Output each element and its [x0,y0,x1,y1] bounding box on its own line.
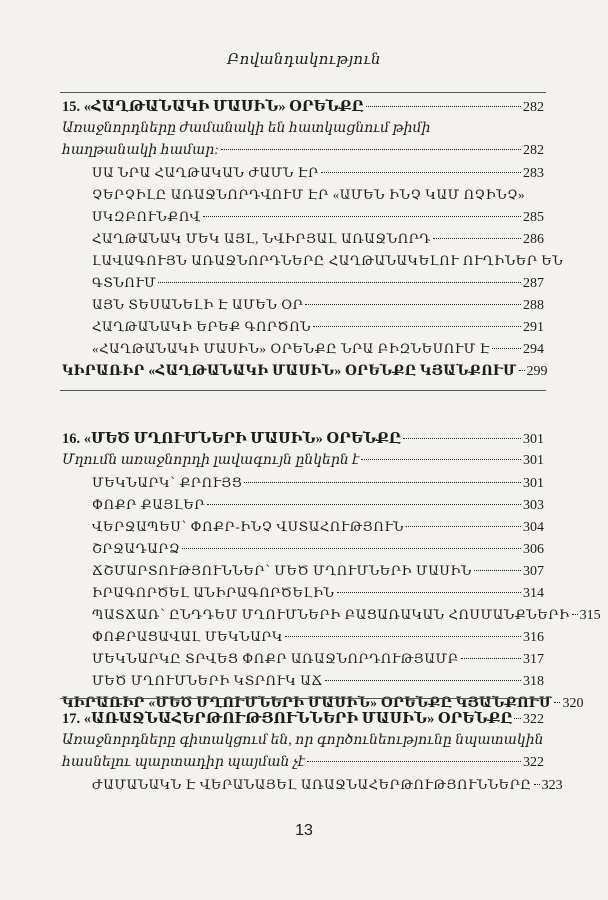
leader-dots [325,680,521,681]
toc-entry[interactable]: ՇՐՋԱԴԱՐՁ 306 [62,538,544,560]
apply-law-entry[interactable]: ԿԻՐԱՌԻՐ «ՀԱՂԹԱՆԱԿԻ ՄԱՍԻՆ» ՕՐԵՆՔԸ ԿՅԱՆՔՈՒՄ 299 [62,360,544,382]
leader-dots [461,658,521,659]
page-ref: 286 [523,232,544,247]
page-ref: 301 [523,476,544,491]
page-ref: 299 [526,364,548,379]
page-ref: 322 [523,755,544,770]
leader-dots [474,570,521,571]
section-divider [60,390,546,391]
page-ref: 285 [523,210,544,225]
leader-dots [337,592,521,593]
page-ref: 294 [523,342,544,357]
leader-dots [285,636,521,637]
page-header: Բովանդակություն [227,52,381,68]
page-ref: 301 [523,432,544,447]
page-ref: 314 [523,586,544,601]
leader-dots [203,216,521,217]
section-divider [60,92,546,93]
leader-dots [182,548,521,549]
leader-dots [406,526,521,527]
chapter-intro[interactable]: Առաջնորդները գիտակցում են, որ գործունեությունը նպատակին [62,733,544,748]
toc-entry[interactable]: ԺԱՄԱՆԱԿՆ Է ՎԵՐԱՆԱՅԵԼ ԱՌԱՋՆԱՀԵՐԹՈՒԹՅՈՒՆՆԵՐԸ 323 [62,774,544,796]
chapter-intro[interactable]: Առաջնորդները ժամանակի են հատկացնում թիմի [62,121,431,136]
toc-entry[interactable]: ՉԵՐՉԻԼԸ ԱՌԱՋՆՈՐԴՎՈՒՄ ԷՐ «ԱՄԵՆ ԻՆՉ ԿԱՄ ՈՉԻՆՉ» [92,187,526,202]
toc-entry[interactable]: «ՀԱՂԹԱՆԱԿԻ ՄԱՍԻՆ» ՕՐԵՆՔԸ ՆՐԱ ԲԻԶՆԵՍՈՒՄ Է 294 [62,338,544,360]
page-ref: 306 [523,542,544,557]
leader-dots [514,718,521,719]
apply-law-entry[interactable]: ԿԻՐԱՌԻՐ «ՄԵԾ ՄՂՈՒՄՆԵՐԻ ՄԱՍԻՆ» ՕՐԵՆՔԸ ԿՅԱՆՔՈՒՄ 320 [62,692,544,714]
leader-dots [321,172,521,173]
leader-dots [158,282,521,283]
page-ref: 315 [579,608,601,623]
toc-section-15 [62,96,564,382]
leader-dots [433,238,521,239]
page-ref: 304 [523,520,544,535]
page-ref: 282 [523,143,544,158]
page-ref: 288 [523,298,544,313]
toc-entry[interactable]: ՎԵՐՋԱՊԵՍ՝ ՓՈՔՐ-ԻՆՉ ՎՍՏԱՀՈՒԹՅՈՒՆ 304 [62,516,544,538]
leader-dots [519,370,525,371]
toc-entry[interactable]: ՓՈՔՐԱՑԱՎԱԼ ՄԵԿՆԱՐԿ 316 [62,626,544,648]
leader-dots [221,149,521,150]
toc-entry-cont[interactable]: ԳՏՆՈՒՄ 287 [62,272,544,294]
chapter-heading[interactable]: 15. «ՀԱՂԹԱՆԱԿԻ ՄԱՍԻՆ» ՕՐԵՆՔԸ 282 [62,96,544,118]
toc-entry[interactable]: ՓՈՔՐ ՔԱՅԼԵՐ 303 [62,494,544,516]
page-ref: 322 [523,712,544,727]
leader-dots [207,504,521,505]
chapter-heading[interactable]: 16. «ՄԵԾ ՄՂՈՒՄՆԵՐԻ ՄԱՍԻՆ» ՕՐԵՆՔԸ 301 [62,428,544,450]
leader-dots [572,614,578,615]
page-ref: 287 [523,276,544,291]
leader-dots [403,438,521,439]
toc-entry[interactable]: ՄԵԾ ՄՂՈՒՄՆԵՐԻ ԿՏՐՈՒԿ ԱՃ 318 [62,670,544,692]
toc-entry[interactable]: ՀԱՂԹԱՆԱԿԻ ԵՐԵՔ ԳՈՐԾՈՆ 291 [62,316,544,338]
toc-entry[interactable]: ՄԵԿՆԱՐԿ՝ ՔՐՈՒՅՑ 301 [62,472,544,494]
leader-dots [366,106,521,107]
chapter-intro-cont[interactable]: հասնելու պարտադիր պայման չէ 322 [62,752,544,774]
page-ref: 323 [541,778,563,793]
toc-entry-cont[interactable]: ՍԿԶԲՈՒՆՔՈՎ 285 [62,206,544,228]
toc-section-17 [62,708,563,796]
page-ref: 318 [523,674,544,689]
toc-entry[interactable]: ԻՐԱԳՈՐԾԵԼ ԱՆԻՐԱԳՈՐԾԵԼԻՆ 314 [62,582,544,604]
section-divider [60,698,546,699]
chapter-intro[interactable]: Մղումն առաջնորդի լավագույն ընկերն է 301 [62,450,544,472]
toc-entry[interactable]: ՊԱՏՃԱՌ՝ ԸՆԴԴԵՄ ՄՂՈՒՄՆԵՐԻ ԲԱՑԱՌԱԿԱՆ ՀՈՍՄԱՆՔՆԵՐԻ 315 [62,604,544,626]
page-ref: 283 [523,166,544,181]
page-ref: 282 [523,100,544,115]
toc-entry[interactable]: ՄԵԿՆԱՐԿԸ ՏՐՎԵՑ ՓՈՔՐ ԱՌԱՋՆՈՐԴՈՒԹՅԱՄԲ 317 [62,648,544,670]
leader-dots [361,459,521,460]
toc-entry[interactable]: ՀԱՂԹԱՆԱԿ ՄԵԿ ԱՅԼ, ՆՎԻՐՅԱԼ ԱՌԱՋՆՈՐԴ 286 [62,228,544,250]
toc-section-16 [62,428,601,714]
chapter-heading[interactable]: 17. «ԱՌԱՋՆԱՀԵՐԹՈՒԹՅՈՒՆՆԵՐԻ ՄԱՍԻՆ» ՕՐԵՆՔԸ 322 [62,708,544,730]
toc-entry[interactable]: ՍԱ ՆՐԱ ՀԱՂԹԱԿԱՆ ԺԱՄՆ ԷՐ 283 [62,162,544,184]
toc-entry[interactable]: ԱՅՆ ՏԵՍԱՆԵԼԻ Է ԱՄԵՆ ՕՐ 288 [62,294,544,316]
page-ref: 317 [523,652,544,667]
toc-entry[interactable]: ԼԱՎԱԳՈՒՅՆ ԱՌԱՋՆՈՐԴՆԵՐԸ ՀԱՂԹԱՆԱԿԵԼՈՒ ՈՒՂԻՆԵՐ ԵՆ [92,253,564,268]
chapter-intro-cont[interactable]: հաղթանակի համար: 282 [62,140,544,162]
page-ref: 303 [523,498,544,513]
page-ref: 307 [523,564,544,579]
leader-dots [554,702,560,703]
page-ref: 316 [523,630,544,645]
page-number: 13 [295,822,313,839]
leader-dots [534,784,540,785]
page-ref: 301 [523,453,544,468]
leader-dots [492,348,521,349]
leader-dots [305,304,521,305]
page-ref: 291 [523,320,544,335]
leader-dots [313,326,521,327]
leader-dots [244,482,521,483]
toc-entry[interactable]: ՃՇՄԱՐՏՈՒԹՅՈՒՆՆԵՐ՝ ՄԵԾ ՄՂՈՒՄՆԵՐԻ ՄԱՍԻՆ 307 [62,560,544,582]
leader-dots [307,761,521,762]
page-ref: 320 [562,696,584,711]
